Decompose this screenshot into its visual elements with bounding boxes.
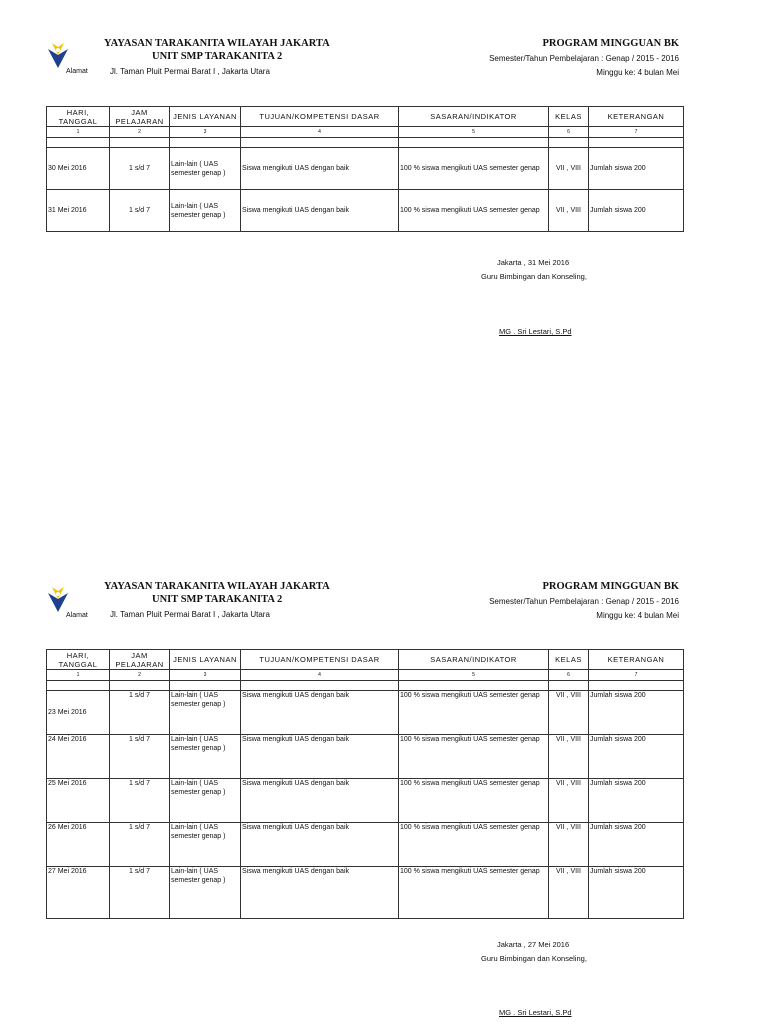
- date-cell: 23 Mei 2016: [47, 691, 110, 735]
- table-row: [47, 190, 684, 232]
- signer-name: MG . Sri Lestari, S.Pd: [499, 327, 572, 336]
- header-keterangan: KETERANGAN: [589, 650, 684, 670]
- header-jenis-layanan: JENIS LAYANAN: [170, 107, 241, 127]
- keterangan-cell: Jumlah siswa 200: [589, 190, 684, 232]
- tujuan-cell: Siswa mengikuti UAS dengan baik: [241, 867, 399, 919]
- header-keterangan: KETERANGAN: [589, 107, 684, 127]
- tujuan-cell: Siswa mengikuti UAS dengan baik: [241, 148, 399, 190]
- date-cell: 30 Mei 2016: [47, 148, 110, 190]
- header-kelas: KELAS: [549, 107, 589, 127]
- kelas-cell: VII , VIII: [549, 148, 589, 190]
- jam-cell: 1 s/d 7: [110, 867, 170, 919]
- signer-role: Guru Bimbingan dan Konseling,: [481, 272, 587, 281]
- week-info: Minggu ke: 4 bulan Mei: [596, 68, 679, 77]
- kelas-cell: VII , VIII: [549, 735, 589, 779]
- keterangan-cell: Jumlah siswa 200: [589, 148, 684, 190]
- unit-title: UNIT SMP TARAKANITA 2: [152, 51, 283, 62]
- sasaran-cell: 100 % siswa mengikuti UAS semester genap: [399, 691, 549, 735]
- column-number: 5: [399, 670, 549, 681]
- jam-cell: 1 s/d 7: [110, 779, 170, 823]
- header-hari-tanggal: HARI, TANGGAL: [47, 650, 110, 670]
- weekly-program-table: [46, 649, 684, 919]
- alamat-label: Alamat: [66, 612, 88, 619]
- kelas-cell: VII , VIII: [549, 823, 589, 867]
- weekly-program-table: [46, 106, 684, 232]
- table-row: [47, 148, 684, 190]
- header-kelas: KELAS: [549, 650, 589, 670]
- semester-info: Semester/Tahun Pembelajaran : Genap / 2015 - 2016: [489, 54, 679, 63]
- sasaran-cell: 100 % siswa mengikuti UAS semester genap: [399, 823, 549, 867]
- column-number: 5: [399, 127, 549, 138]
- kelas-cell: VII , VIII: [549, 190, 589, 232]
- kelas-cell: VII , VIII: [549, 691, 589, 735]
- layanan-cell: Lain-lain ( UAS semester genap ): [170, 735, 241, 779]
- sasaran-cell: 100 % siswa mengikuti UAS semester genap: [399, 190, 549, 232]
- jam-cell: 1 s/d 7: [110, 148, 170, 190]
- kelas-cell: VII , VIII: [549, 867, 589, 919]
- header-hari-tanggal: HARI, TANGGAL: [47, 107, 110, 127]
- signer-name: MG . Sri Lestari, S.Pd: [499, 1008, 572, 1017]
- week-info: Minggu ke: 4 bulan Mei: [596, 611, 679, 620]
- sasaran-cell: 100 % siswa mengikuti UAS semester genap: [399, 779, 549, 823]
- sasaran-cell: 100 % siswa mengikuti UAS semester genap: [399, 148, 549, 190]
- place-date: Jakarta , 27 Mei 2016: [497, 940, 570, 949]
- jam-cell: 1 s/d 7: [110, 823, 170, 867]
- header-jam-pelajaran: JAM PELAJARAN: [110, 650, 170, 670]
- tarakanita-logo-icon: [47, 585, 69, 613]
- program-title: PROGRAM MINGGUAN BK: [542, 581, 679, 592]
- semester-info: Semester/Tahun Pembelajaran : Genap / 2015 - 2016: [489, 597, 679, 606]
- column-number: 1: [47, 127, 110, 138]
- address: Jl. Taman Pluit Permai Barat I , Jakarta Utara: [110, 610, 270, 619]
- column-number: 2: [110, 127, 170, 138]
- column-number: 6: [549, 670, 589, 681]
- table-row: [47, 867, 684, 919]
- column-number: 3: [170, 127, 241, 138]
- column-number: 7: [589, 670, 684, 681]
- unit-title: UNIT SMP TARAKANITA 2: [152, 594, 283, 605]
- program-title: PROGRAM MINGGUAN BK: [542, 38, 679, 49]
- keterangan-cell: Jumlah siswa 200: [589, 735, 684, 779]
- tarakanita-logo-icon: [47, 41, 69, 69]
- signer-role: Guru Bimbingan dan Konseling,: [481, 954, 587, 963]
- table-row: [47, 735, 684, 779]
- column-number: 4: [241, 670, 399, 681]
- layanan-cell: Lain-lain ( UAS semester genap ): [170, 190, 241, 232]
- column-number: 6: [549, 127, 589, 138]
- keterangan-cell: Jumlah siswa 200: [589, 691, 684, 735]
- table-row: [47, 823, 684, 867]
- alamat-label: Alamat: [66, 68, 88, 75]
- tujuan-cell: Siswa mengikuti UAS dengan baik: [241, 190, 399, 232]
- layanan-cell: Lain-lain ( UAS semester genap ): [170, 148, 241, 190]
- header-sasaran: SASARAN/INDIKATOR: [399, 107, 549, 127]
- tujuan-cell: Siswa mengikuti UAS dengan baik: [241, 691, 399, 735]
- kelas-cell: VII , VIII: [549, 779, 589, 823]
- layanan-cell: Lain-lain ( UAS semester genap ): [170, 867, 241, 919]
- keterangan-cell: Jumlah siswa 200: [589, 823, 684, 867]
- column-number: 7: [589, 127, 684, 138]
- date-cell: 24 Mei 2016: [47, 735, 110, 779]
- org-title: YAYASAN TARAKANITA WILAYAH JAKARTA: [104, 581, 330, 592]
- sasaran-cell: 100 % siswa mengikuti UAS semester genap: [399, 735, 549, 779]
- header-tujuan: TUJUAN/KOMPETENSI DASAR: [241, 107, 399, 127]
- date-cell: 31 Mei 2016: [47, 190, 110, 232]
- header-sasaran: SASARAN/INDIKATOR: [399, 650, 549, 670]
- layanan-cell: Lain-lain ( UAS semester genap ): [170, 691, 241, 735]
- address: Jl. Taman Pluit Permai Barat I , Jakarta Utara: [110, 67, 270, 76]
- org-title: YAYASAN TARAKANITA WILAYAH JAKARTA: [104, 38, 330, 49]
- date-cell: 27 Mei 2016: [47, 867, 110, 919]
- table-row: [47, 691, 684, 735]
- column-number: 1: [47, 670, 110, 681]
- sasaran-cell: 100 % siswa mengikuti UAS semester genap: [399, 867, 549, 919]
- tujuan-cell: Siswa mengikuti UAS dengan baik: [241, 779, 399, 823]
- column-number: 4: [241, 127, 399, 138]
- column-number: 2: [110, 670, 170, 681]
- keterangan-cell: Jumlah siswa 200: [589, 867, 684, 919]
- date-cell: 26 Mei 2016: [47, 823, 110, 867]
- place-date: Jakarta , 31 Mei 2016: [497, 258, 570, 267]
- header-jenis-layanan: JENIS LAYANAN: [170, 650, 241, 670]
- tujuan-cell: Siswa mengikuti UAS dengan baik: [241, 823, 399, 867]
- header-jam-pelajaran: JAM PELAJARAN: [110, 107, 170, 127]
- jam-cell: 1 s/d 7: [110, 735, 170, 779]
- date-cell: 25 Mei 2016: [47, 779, 110, 823]
- table-row: [47, 779, 684, 823]
- column-number: 3: [170, 670, 241, 681]
- tujuan-cell: Siswa mengikuti UAS dengan baik: [241, 735, 399, 779]
- keterangan-cell: Jumlah siswa 200: [589, 779, 684, 823]
- layanan-cell: Lain-lain ( UAS semester genap ): [170, 779, 241, 823]
- jam-cell: 1 s/d 7: [110, 190, 170, 232]
- jam-cell: 1 s/d 7: [110, 691, 170, 735]
- header-tujuan: TUJUAN/KOMPETENSI DASAR: [241, 650, 399, 670]
- layanan-cell: Lain-lain ( UAS semester genap ): [170, 823, 241, 867]
